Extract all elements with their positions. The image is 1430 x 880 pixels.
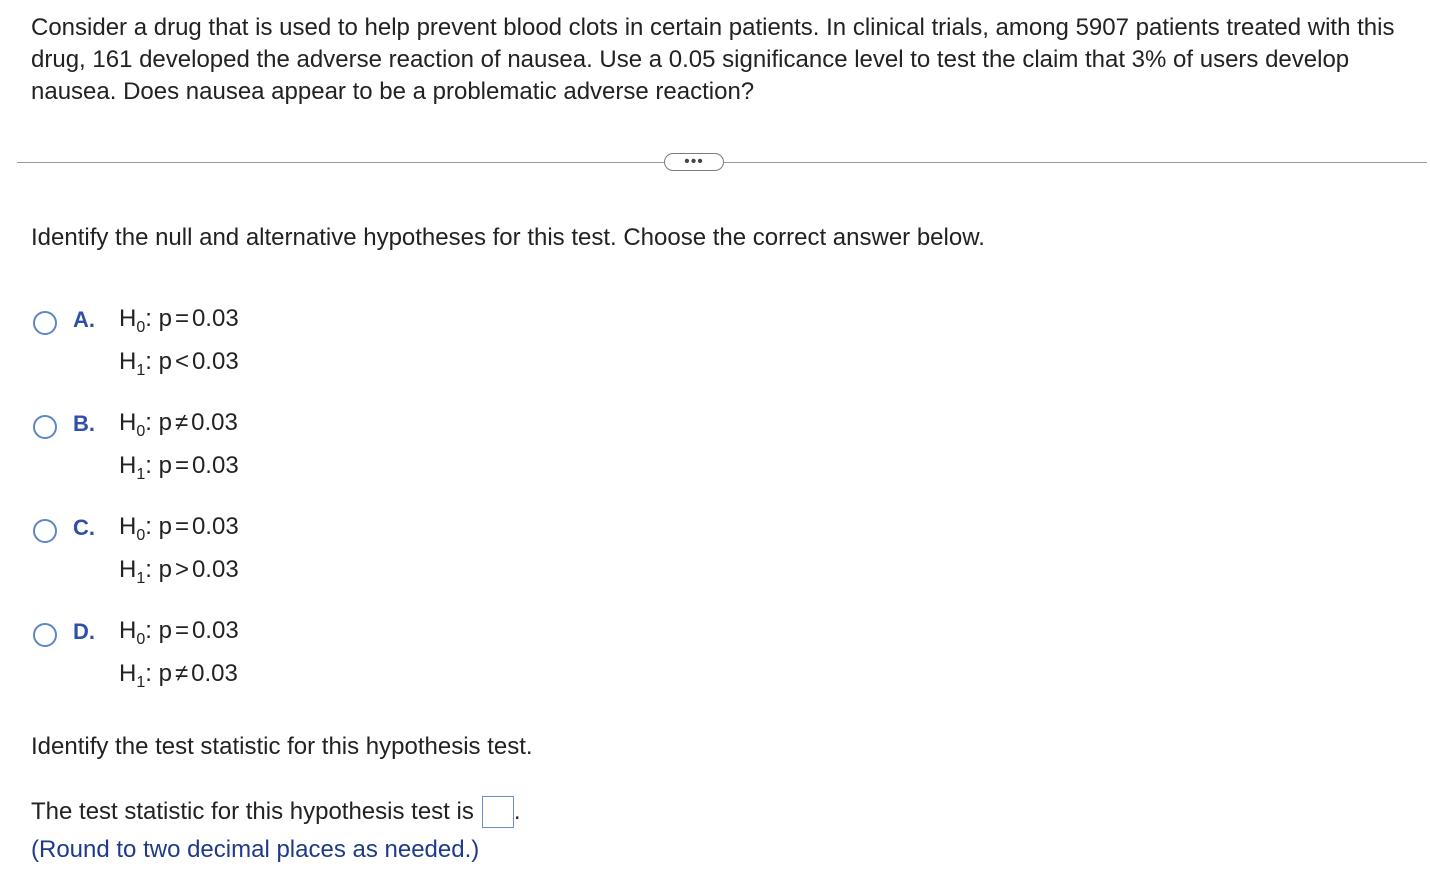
alternative-hypothesis: $H_1$: p < 0.03 (119, 348, 239, 379)
radio-button[interactable] (33, 415, 57, 439)
radio-button[interactable] (33, 623, 57, 647)
null-hypothesis: $H_0$: p = 0.03 (119, 305, 239, 336)
option-letter: C. (73, 515, 95, 540)
null-hypothesis: $H_0$: p ≠ 0.03 (119, 409, 238, 440)
alternative-hypothesis: $H_1$: p > 0.03 (119, 556, 239, 587)
null-hypothesis: $H_0$: p = 0.03 (119, 513, 239, 544)
hypotheses-prompt: Identify the null and alternative hypotheses for this test. Choose the correct answer below. (31, 224, 985, 251)
answer-line (31, 796, 521, 828)
test-statistic-input[interactable] (482, 796, 514, 828)
question-text: Consider a drug that is used to help prevent blood clots in certain patients. In clinical trials, among 5907 patients treated with this drug, 161 developed the adverse reaction of nausea. Use a 0.05 significance level to test the claim that 3% of users develop nausea. Does nausea appear to be a problematic adverse reaction? (31, 14, 1395, 105)
answer-suffix: . (513, 798, 521, 825)
alternative-hypothesis: $H_1$: p = 0.03 (119, 452, 239, 483)
more-button[interactable]: ••• (664, 153, 724, 171)
radio-button[interactable] (33, 311, 57, 335)
alternative-hypothesis: $H_1$: p ≠ 0.03 (119, 660, 238, 691)
null-hypothesis: $H_0$: p = 0.03 (119, 617, 239, 648)
answer-label: The test statistic for this hypothesis test is (31, 798, 474, 825)
radio-button[interactable] (33, 519, 57, 543)
option-letter: B. (73, 411, 95, 436)
option-letter: D. (73, 619, 95, 644)
rounding-note: (Round to two decimal places as needed.) (31, 836, 480, 863)
test-statistic-prompt: Identify the test statistic for this hypothesis test. (31, 733, 533, 760)
option-letter: A. (73, 307, 95, 332)
